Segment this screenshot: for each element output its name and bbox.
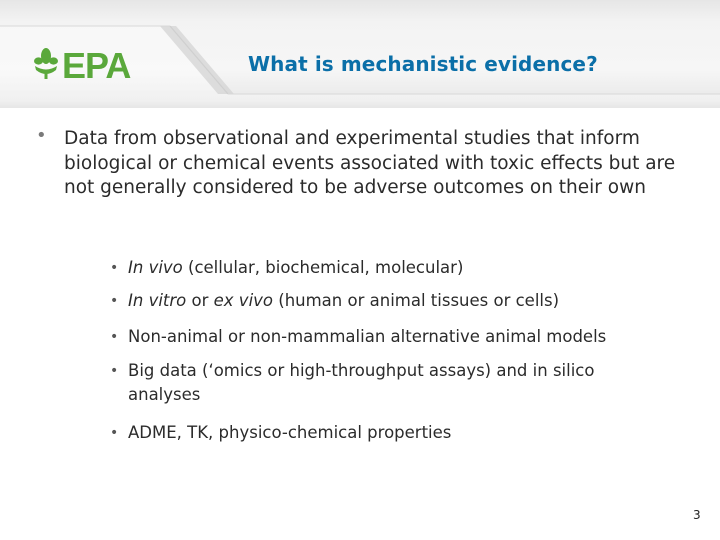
sub-bullet-marker: • (110, 425, 119, 441)
sub-bullet-marker: • (110, 329, 119, 345)
sub-bullet-italic: In vivo (128, 258, 183, 277)
sub-bullet-text: ADME, TK, physico-chemical properties (128, 423, 452, 442)
slide-header (0, 0, 720, 108)
sub-bullet-text: Big data (‘omics or high-throughput assays) and in silico analyses (128, 361, 595, 404)
main-bullet-marker: • (36, 125, 47, 146)
sub-bullet-text: or (186, 291, 214, 310)
sub-bullet-italic: In vitro (128, 291, 187, 310)
slide-title: What is mechanistic evidence? (248, 52, 598, 76)
svg-text:EPA: EPA (62, 45, 131, 84)
sub-bullet-marker: • (110, 293, 119, 309)
main-bullet-text: Data from observational and experimental studies that inform biological or chemical events associated with toxic effects but are not generally considered to be adverse outcomes on their own (64, 128, 676, 198)
sub-bullet-italic: ex vivo (213, 291, 274, 310)
sub-bullet-text: (cellular, biochemical, molecular) (182, 258, 464, 277)
sub-bullet-marker: • (110, 260, 119, 276)
page-number: 3 (693, 508, 701, 522)
epa-logo (34, 44, 146, 84)
sub-bullet-marker: • (110, 363, 119, 379)
sub-bullet-text: Non-animal or non-mammalian alternative animal models (128, 327, 607, 346)
sub-bullet-text: (human or animal tissues or cells) (273, 291, 560, 310)
